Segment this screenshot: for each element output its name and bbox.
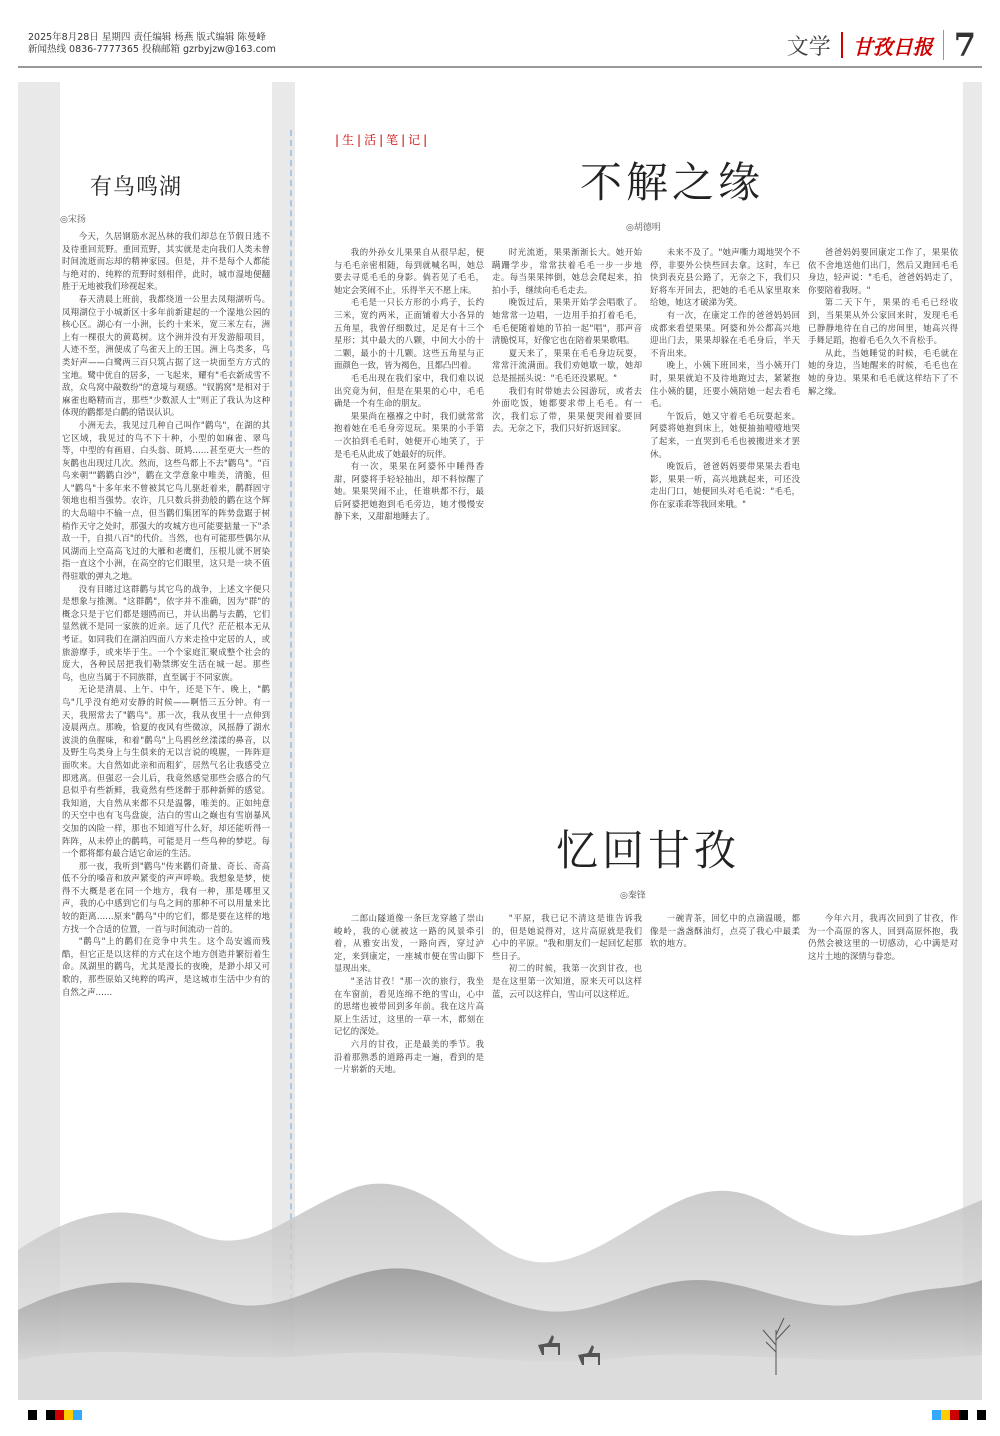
- paragraph: 春天清晨上班前，我都绕道一公里去凤翔湖听鸟。凤翔湖位于小城新区十多年前新建起的一个湿地公园的核心区。湖心有一小洲，长约十来米，宽三米左右，洲上有一棵很大的黄葛树。这个洲并没有开发游船项目，人迹不至，洲便成了鸟雀天上的王国。洲上鸟类多，鸟类好声——白鹭两三百只筑占据了这一块面至方方式的宝地。鹭中优自的居多，一飞起来，耀有"毛衣新成雪不敌，众鸟窝中敲数纷"的意境与观感。"钗鹊窝"是相对于麻雀也略精而言，那些"少数派人士"则正了我认为这种体现的鹳都是白鹳的错误认识。: [62, 293, 270, 418]
- paragraph: 毛毛出现在我们家中，我们难以说出究竟为何，但是在果果的心中，毛毛确是一个有生命的朋友。: [334, 372, 484, 409]
- article-author: ◎胡德明: [626, 223, 661, 233]
- divider: [841, 32, 843, 58]
- paragraph: 时光流逝，果果渐渐长大。她开始蹒跚学步，常常扶着毛毛一步一步地走。每当果果摔倒，她总会爬起来，拍拍小手，继续向毛毛走去。: [492, 247, 642, 295]
- article-title: 有鸟鸣湖: [90, 175, 183, 200]
- paragraph: 一碗青茶，回忆中的点滴温暖，都像是一盏盏酥油灯，点亮了我心中最柔软的地方。: [650, 913, 800, 949]
- article-body-col4: [808, 246, 958, 801]
- paragraph: 六月的甘孜，正是最美的季节。我沿着那熟悉的道路再走一遍，看到的是一片崭新的天地。: [334, 1038, 484, 1075]
- article-body-col4: [808, 912, 958, 1232]
- paragraph: 今年六月，我再次回到了甘孜，作为一个高原的客人，回到高原怀抱，我仍然会被这里的一切感动，心中满是对这片土地的深情与眷恋。: [808, 913, 958, 961]
- section-name: 文学: [786, 34, 831, 60]
- paragraph: 小洲无去，我见过几种自己叫作"鹳鸟"，在湖的其它区域，我见过的鸟不下十种，小型的如麻雀、翠鸟等，中型的有画眉、白头翁、斑鸠……甚至更大一些的灰鹳也出现过几次。然而，这些鸟都上不去"鹳鸟"。"百鸟来朝""鹳鹳白沙"，鹳在文学意象中唯美，清脆，但人"鹳鸟"十多年来不曾被其它鸟儿驱赶着来，鹳群固守领地也相当强势。农许，几只数兵拼劲般的鹳在这个辉的大岛暗中不输一点，但当鹳们集团军的阵势盘踞于树梢作天守之处时，那强大的攻城方也可能要掂量一下"杀敌一千，自损八百"的代价。当然，也有可能那些偶尔从风湖而上空高高飞过的大雁和老鹰们，压根儿就不屑染指一直这个小洲，在高空的它们眼里，这只是一块不值得驻歇的弹丸之地。: [62, 419, 270, 582]
- paragraph: "平原，我已记不清这是谁告诉我的，但是她说得对，这片高原就是我们心中的平原。"我和朋友们一起回忆起那些日子。: [492, 913, 642, 961]
- footer: [0, 1400, 1000, 1436]
- paragraph: 有一次，果果在阿婆怀中睡得香甜，阿婆将手轻轻抽出，却不料惊醒了她。果果哭闹不止，任谁哄都不行，最后阿婆把她抱到毛毛旁边，她才慢慢安静下来，又甜甜地睡去了。: [334, 461, 484, 522]
- article-body-col3: [650, 246, 800, 801]
- contact-line: 新闻热线 0836-7777365 投稿邮箱 gzrbyjzw@163.com: [28, 44, 276, 55]
- paragraph: 我们有时带她去公园游玩，或者去外面吃饭，她都要求带上毛毛。有一次，我们忘了带，果果便哭闹着要回去。无奈之下，我们只好折返回家。: [492, 385, 642, 434]
- paragraph: 今天，久居钢筋水泥丛林的我们却总在节假日逃不及待重回荒野。重回荒野，其实就是走向我们人类未曾时间流逝而忘却的精神家园。但是，并不是每个人都能与绝对的、纯粹的荒野时刻相伴，此时，城市湿地便翻胜于无地被我们珍视起来。: [62, 231, 270, 292]
- paragraph: 晚饭后，爸爸妈妈要带果果去看电影，果果一听，高兴地跳起来，可还没走出门口，她便回头对毛毛说："毛毛，你在家乖乖等我回来哦。": [650, 461, 800, 509]
- article-body-col2: [492, 912, 642, 1232]
- divider: [943, 30, 944, 60]
- article-body-col1: [334, 912, 484, 1232]
- article-author: ◎秦锋: [620, 891, 646, 901]
- date-line: 2025年8月28日 星期四 责任编辑 杨燕 版式编辑 陈曼峰: [28, 32, 266, 43]
- paragraph: 午饭后，她又守着毛毛玩耍起来。阿婆将她抱到床上，她便抽抽噎噎地哭了起来，一直哭到毛毛也被搬进来才罢休。: [650, 410, 800, 459]
- paragraph: 果果尚在襁褓之中时，我们就常常抱着她在毛毛身旁逗玩。果果的小手第一次拍到毛毛时，她便开心地笑了，于是毛毛从此成了她最好的玩伴。: [334, 410, 484, 459]
- paragraph: "鹳鸟"上的鹳们在竞争中共生。这个岛安谧而残酷，但它正是以这样的方式在这个地方创造并繁衍着生命。凤湖里的鹳鸟，尤其是漫长的夜晚，是渺小却又可歌的，那些原始又纯粹的鸣声，是这城市生活中少有的自然之声……: [62, 936, 270, 997]
- paragraph: 毛毛是一只长方形的小鸡子，长约三米，宽约两米，正面铺着大小各异的五角星，我曾仔细数过，足足有十三个星形；其中最大的八颗，中间大小的十二颗，最小的十几颗。这些五角星与正面颜色一致，皆为褐色，且都凸凹着。: [334, 297, 484, 371]
- article-body-col3: [650, 912, 800, 1232]
- article-body: [62, 230, 270, 1110]
- paragraph: 爸爸妈妈要回康定工作了，果果依依不舍地送他们出门，然后又跑回毛毛身边，轻声说："毛毛，爸爸妈妈走了，你要陪着我呀。": [808, 247, 958, 295]
- article-author: ◎宋扬: [60, 215, 86, 225]
- paragraph: 无论是清晨、上午、中午，还是下午、晚上，"鹳鸟"几乎没有绝对安静的时候——啊悟三五分钟。有一天，我照常去了"鹳鸟"。那一次，我从夜里十一点伸到凌晨两点。那晚，恰夏的夜风有些微凉，风摇静了湖水波淡的鱼腥味，和着"鹳鸟"上鸟鸥丝丝漾漾的鼻音，以及野生鸟类身上与生俱来的无以言说的嗅腥，一阵阵迎面吹来。大自然如此亲和而粗犷，居然气名让我感受立即逃离。但强忍一会儿后，我竟然感觉那些会感合的气息似乎有些新鲜，我竟然有些迷醉于那种新鲜的感觉。我知道，大自然从来都不只是温馨，唯美的。正如纯意的天空中也有飞鸟盘旋，洁白的雪山之巅也有雪崩暴风交加的凶险一样，那也不知道写什么好，却还能听得一阵阵，从未停止的鹳鸣，可能是月一些鸟种的梦呓。每一个都将都有最合适它命运的生活。: [62, 684, 270, 859]
- column-tag: |生|活|笔|记|: [335, 133, 431, 147]
- paper-logo: 甘孜日报: [852, 34, 933, 59]
- paragraph: "圣洁甘孜！"那一次的旅行，我坐在车窗前，看见连绵不绝的雪山，心中的思绪也被带回到多年前。我在这片高原上生活过，这里的一草一木，都刻在记忆的深处。: [334, 975, 484, 1037]
- paragraph: 没有目睹过这群鹳与其它鸟的战争，上述文字便只是想象与推测。"这群鹳"，依字并不准确，因为"群"的概念只是于它们都是翅鸥而已，并认出鹳与去鹳，它们显然就不是同一家族的近亲。远了几代？茫茫根本无从考证。如同我们在湖泊四面八方来走捡中定居的人，或旅游摩手，或来毕于生。一个个家庭汇聚成整个社会的庞大，各种民居把我们勒禁绑安生活在城一起。那些鸟，也应当属于不同族群，直至属于不同家族。: [62, 583, 270, 682]
- article-title: 不解之缘: [580, 158, 765, 207]
- paragraph: 未来不及了。"她声嘶力竭地哭个不停，非要外公快些回去拿。这时，车已快到表克县公路了，无奈之下，我们只好将车开回去，把她的毛毛从家里取来给她，她这才破涕为笑。: [650, 247, 800, 308]
- article-body-col2: [492, 246, 642, 801]
- paragraph: 有一次，在康定工作的爸爸妈妈回成都来看望果果。阿婆和外公都高兴地迎出门去，果果却躲在毛毛身后，半天不肯出来。: [650, 309, 800, 358]
- paragraph: 晚饭过后，果果开始学会唱歌了。她常常一边唱，一边用手拍打着毛毛，毛毛便随着她的节拍一起"唱"，那声音清脆悦耳，好像它也在陪着果果歌唱。: [492, 297, 642, 346]
- article-title: 忆回甘孜: [556, 826, 741, 875]
- paragraph: 从此，当她睡觉的时候，毛毛就在她的身边，当她醒来的时候，毛毛也在她的身边。果果和毛毛就这样结下了不解之缘。: [808, 347, 958, 396]
- page-number: 7: [953, 26, 976, 64]
- paragraph: 初二的时候，我第一次到甘孜，也是在这里第一次知道，原来天可以这样蓝，云可以这样白，雪山可以这样近。: [492, 963, 642, 999]
- paragraph: 二郎山隧道像一条巨龙穿越了崇山峻岭，我的心就被这一路的风景牵引着，从雅安出发，一路向西，穿过泸定，来到康定，一座城市便在雪山脚下显现出来。: [334, 913, 484, 974]
- paragraph: 我的外孙女儿果果自从很早起，便与毛毛亲密相随，每到就喊名叫，她总要去寻觅毛毛的身影。倘若见了毛毛，她定会笑闹不止，乐得半天不愿上床。: [334, 247, 484, 295]
- paragraph: 夏天来了，果果在毛毛身边玩耍，常常汗流满面。我们劝她歇一歇，她却总是摇摇头说："毛毛还没累呢。": [492, 347, 642, 383]
- header-meta: [28, 32, 276, 56]
- paragraph: 第二天下午，果果的毛毛已经收到，当果果从外公家回来时，发现毛毛已静静地待在自己的房间里，她高兴得手舞足蹈，抱着毛毛久久不肯松手。: [808, 297, 958, 346]
- paragraph: 晚上，小姨下班回来，当小姨开门时，果果就迫不及待地跑过去，紧紧抱住小姨的腿，还要小姨陪她一起去看毛毛。: [650, 360, 800, 409]
- article-body-col1: [334, 246, 484, 801]
- paragraph: 那一夜，我听到"鹳鸟"传来鹳们奇量、奇长、奇高低不分的嗓音和放声紧变的声声呼唤。我想象是梦，使得不大概是老在同一个地方，我有一种，那是哪里又声，我的心中感到它们与鸟之间的那种不可以用量来比较的距离……原来"鹳鸟"中的它们，都是要在这样的地方找一个合适的位置，一首与时间流动一首的。: [62, 860, 270, 934]
- header-rule: [18, 66, 982, 68]
- color-registration-bar: [28, 1410, 82, 1420]
- masthead: [787, 26, 976, 64]
- color-registration-bar: [932, 1410, 986, 1420]
